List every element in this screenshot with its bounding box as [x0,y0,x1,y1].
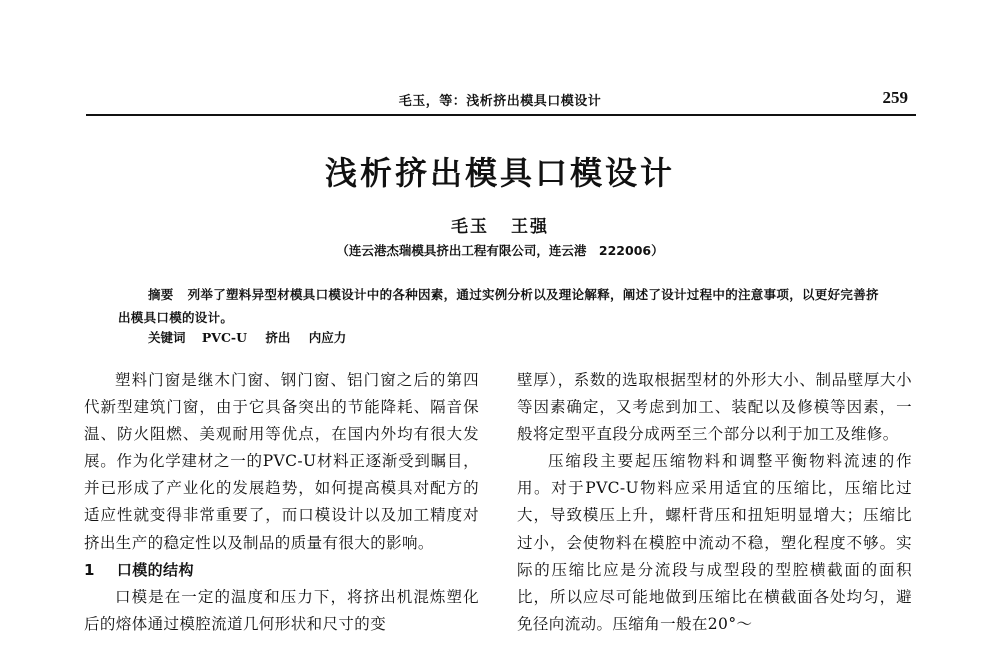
abstract-text: 列举了塑料异型材模具口模设计中的各种因素，通过实例分析以及理论解释，阐述了设计过程中的注意事项，以更好完善挤出模具口模的设计。 [118,287,879,325]
keywords-label: 关键词 [148,330,186,345]
authors [0,212,1000,237]
abstract-label: 摘要 [148,287,174,302]
keyword: 挤出 [265,330,291,345]
running-header [90,90,910,110]
author-name: 王强 [511,217,549,237]
keywords [148,328,360,346]
keyword: 内应力 [308,330,347,345]
section-paragraph: 口模是在一定的温度和压力下，将挤出机混炼塑化后的熔体通过模腔流道几何形状和尺寸的变 [84,587,479,633]
section-heading [84,557,479,584]
running-title: 毛玉，等：浅析挤出模具口模设计 [398,94,602,109]
header-rule [86,114,916,116]
page-number: 259 [882,88,908,107]
compression-paragraph: 压缩段主要起压缩物料和调整平衡物料流速的作用。对于PVC-U物料应采用适宜的压缩比，压缩比过大，导致模压上升，螺杆背压和扭矩明显增大；压缩比过小，会使物料在模腔中流动不稳，塑化程度不够。实际的压缩比应是分流段与成型段的型腔横截面的面积比，所以应尽可能地做到压缩比在横截面各处均匀，避免径向流动。压缩角一般在20°～ [517,452,912,633]
body-column-right [517,367,912,638]
continued-paragraph: 壁厚），系数的选取根据型材的外形大小、制品壁厚大小等因素确定，又考虑到加工、装配以及修模等因素，一般将定型平直段分成两至三个部分以利于加工及维修。 [517,371,912,444]
keyword: PVC-U [201,330,248,345]
section-number: 1 [84,560,95,579]
intro-paragraph: 塑料门窗是继木门窗、钢门窗、铝门窗之后的第四代新型建筑门窗，由于它具备突出的节能降耗、隔音保温、防火阻燃、美观耐用等优点，在国内外均有很大发展。作为化学建材之一的PVC-U材料正逐渐受到瞩目，并已形成了产业化的发展趋势，如何提高模具对配方的适应性就变得非常重要了，而口模设计以及加工精度对挤出生产的稳定性以及制品的质量有很大的影响。 [84,371,479,552]
abstract [118,283,888,329]
author-name: 毛玉 [451,217,489,237]
paper-title: 浅析挤出模具口模设计 [324,154,675,192]
section-title: 口模的结构 [116,560,194,579]
body-column-left [84,367,479,638]
affiliation: （连云港杰瑞模具挤出工程有限公司，连云港 222006） [336,243,664,258]
